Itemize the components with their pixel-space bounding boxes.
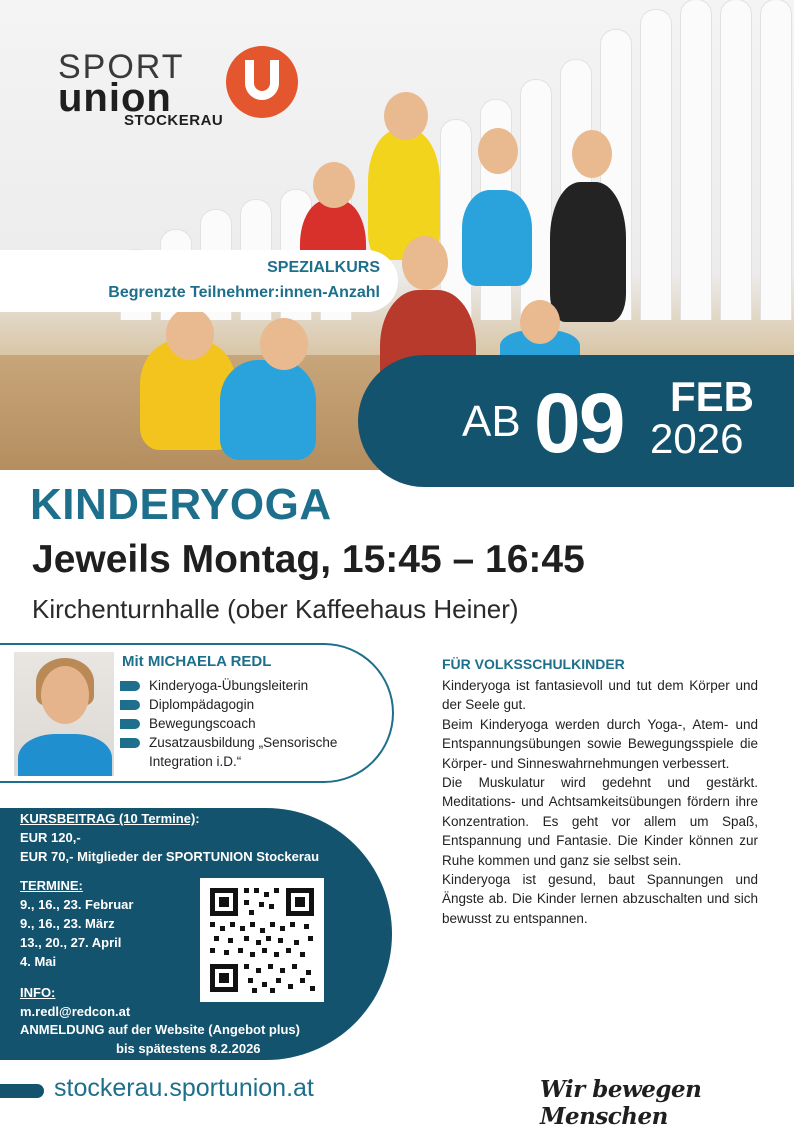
course-description (442, 676, 758, 928)
description-paragraph: Kinderyoga ist gesund, baut Spannungen und Ängste ab. Die Kinder lernen abzuschalten und sich bewusst zu entspannen. (442, 872, 758, 926)
course-schedule: Jeweils Montag, 15:45 – 16:45 (32, 538, 585, 581)
bullet-icon (120, 681, 140, 691)
date-day: 09 (534, 376, 624, 470)
qualification-item: Diplompädagogin (120, 695, 254, 714)
slogan: Wir bewegen Menschen (540, 1076, 702, 1130)
date-year: 2026 (650, 415, 744, 462)
qualification-item: Kinderyoga-Übungsleiterin (120, 676, 308, 695)
date-item: 4. Mai (20, 954, 57, 969)
registration-note: ANMELDUNG auf der Website (Angebot plus) (20, 1022, 300, 1037)
fee-regular: EUR 120,- (20, 830, 81, 845)
registration-deadline: bis spätestens 8.2.2026 (116, 1041, 261, 1056)
qualification-item: Zusatzausbildung „Sensorische Integration i.D.“ (120, 733, 381, 771)
target-group-heading: FÜR VOLKSSCHULKINDER (442, 656, 625, 672)
special-course-badge (0, 250, 398, 312)
description-paragraph: Beim Kinderyoga werden durch Yoga-, Atem- und Entspannungsübungen sowie Bewegungsspiele die Körper- und Sinneswahrnehmungen verbessert. (442, 716, 758, 771)
fee-heading: KURSBEITRAG (10 Termine): (20, 811, 200, 826)
bullet-icon (120, 700, 140, 710)
date-item: 13., 20., 27. April (20, 935, 122, 950)
date-item: 9., 16., 23. Februar (20, 897, 134, 912)
instructor-name: Mit MICHAELA REDL (122, 653, 272, 670)
date-prefix: AB (462, 397, 521, 446)
description-paragraph: Die Muskulatur wird gedehnt und gestärkt. Meditations- und Achtsamkeitsübungen fördern ihre Konzentration. Es geht vor allem um Spaß, Entspannung und Fantasie. Die Kinder können zur Ruhe kommen und ganz sie selbst sein. (442, 775, 758, 868)
bullet-icon (120, 719, 140, 729)
qr-code[interactable] (200, 878, 324, 1002)
website-link[interactable]: stockerau.sportunion.at (54, 1074, 314, 1102)
qualification-item: Bewegungscoach (120, 714, 256, 733)
description-paragraph: Kinderyoga ist fantasievoll und tut dem Körper und der Seele gut. (442, 678, 758, 713)
logo-union-text: union (58, 76, 172, 120)
course-venue: Kirchenturnhalle (ober Kaffeehaus Heiner) (32, 594, 519, 624)
contact-email[interactable]: m.redl@redcon.at (20, 1004, 131, 1019)
start-date-banner (358, 355, 794, 487)
dates-heading: TERMINE: (20, 878, 83, 893)
logo-sport-text: SPORT (58, 48, 185, 86)
info-heading: INFO: (20, 985, 56, 1000)
footer-accent-bar (0, 1084, 44, 1098)
instructor-photo (14, 652, 114, 776)
limited-participants-label: Begrenzte Teilnehmer:innen-Anzahl (108, 284, 380, 301)
special-course-label: SPEZIALKURS (267, 259, 380, 276)
sportunion-logo-icon (226, 46, 298, 118)
course-title: KINDERYOGA (30, 480, 332, 529)
bullet-icon (120, 738, 140, 748)
date-item: 9., 16., 23. März (20, 916, 115, 931)
logo-city-text: STOCKERAU (124, 112, 224, 129)
date-month: FEB (670, 373, 754, 420)
fee-members: EUR 70,- Mitglieder der SPORTUNION Stockerau (20, 849, 320, 864)
